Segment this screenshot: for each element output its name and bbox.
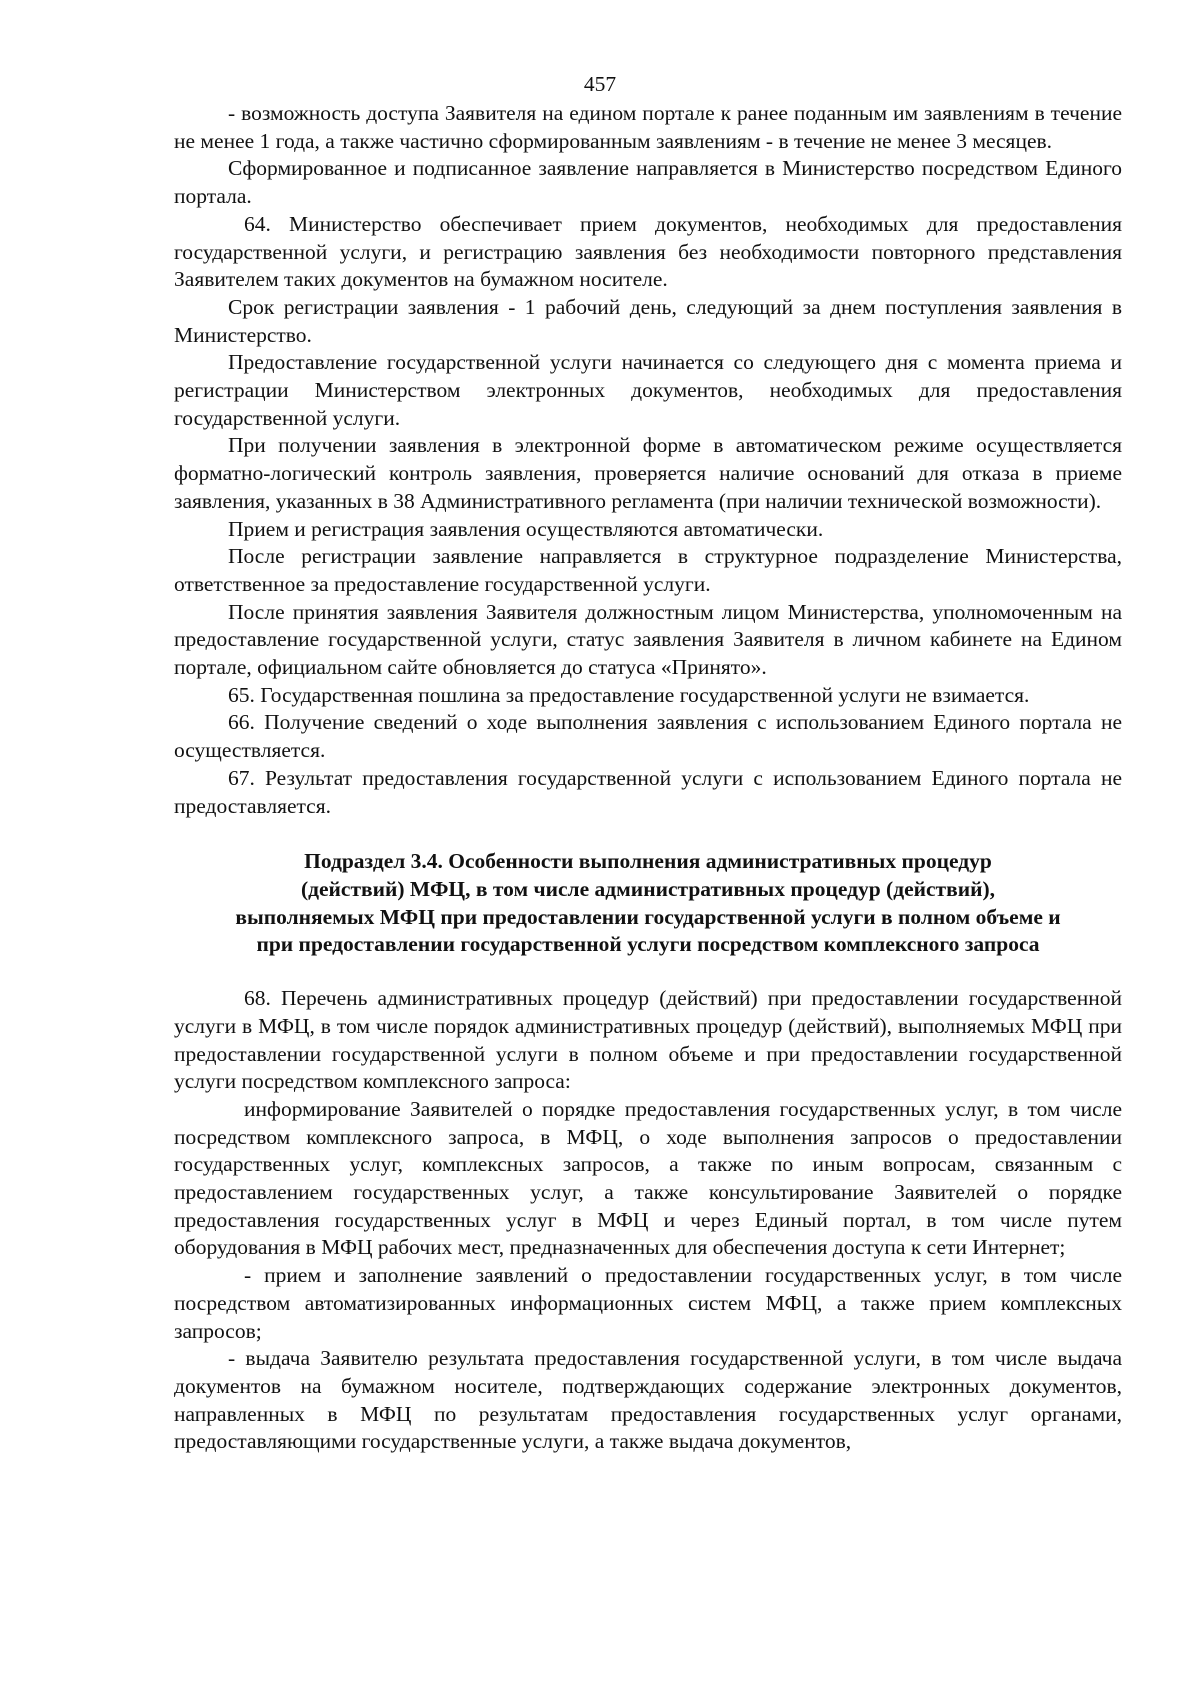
paragraph-format-control: При получении заявления в электронной форме в автоматическом режиме осуществляется форматно-логический контроль заявления, проверяется наличие оснований для отказа в приеме заявления, указанных в 38 Административного регламента (при наличии технической возможности).	[174, 433, 1122, 513]
paragraph-informing: информирование Заявителей о порядке предоставления государственных услуг, в том числе посредством комплексного запроса, в МФЦ, о ходе выполнения запросов о предоставлении государственных услуг, комплексных запросов, а также по иным вопросам, связанным с предоставлением государственных услуг, а также консультирование Заявителей о порядке предоставления государственных услуг в МФЦ и через Единый портал, в том числе путем оборудования в МФЦ рабочих мест, предназначенных для обеспечения доступа к сети Интернет;	[174, 1096, 1122, 1260]
paragraph-auto-registration: Прием и регистрация заявления осуществляются автоматически.	[228, 516, 824, 541]
paragraph-item-66: 66. Получение сведений о ходе выполнения заявления с использованием Единого портала не осуществляется.	[174, 710, 1122, 763]
heading-line: при предоставлении государственной услуги посредством комплексного запроса	[256, 932, 1040, 957]
paragraph-item-64: 64. Министерство обеспечивает прием документов, необходимых для предоставления государственной услуги, и регистрацию заявления без необходимости повторного представления Заявителем таких документов на бумажном носителе.	[174, 211, 1122, 292]
paragraph-portal-access: - возможность доступа Заявителя на едином портале к ранее поданным им заявлениям в течение не менее 1 года, а также частично сформированным заявлениям - в течение не менее 3 месяцев.	[174, 101, 1122, 153]
paragraph-status-accepted: После принятия заявления Заявителя должностным лицом Министерства, уполномоченным на предоставление государственной услуги, статус заявления Заявителя в личном кабинете на Едином портале, официальном сайте обновляется до статуса «Принято».	[174, 599, 1122, 680]
paragraph-signed-application: Сформированное и подписанное заявление направляется в Министерство посредством Единого портала.	[174, 156, 1122, 209]
heading-line: Подраздел 3.4. Особенности выполнения административных процедур	[304, 849, 992, 874]
paragraph-item-68: 68. Перечень административных процедур (действий) при предоставлении государственной услуги в МФЦ, в том числе порядок административных процедур (действий), выполняемых МФЦ при предоставлении государственной услуги в полном объеме и при предоставлении государственной услуги посредством комплексного запроса:	[174, 986, 1122, 1094]
paragraph-registration-term: Срок регистрации заявления - 1 рабочий день, следующий за днем поступления заявления в Министерство.	[174, 294, 1122, 347]
heading-line: выполняемых МФЦ при предоставлении государственной услуги в полном объеме и	[235, 904, 1061, 929]
paragraph-item-67: 67. Результат предоставления государственной услуги с использованием Единого портала не предоставляется.	[174, 765, 1122, 818]
heading-line: (действий) МФЦ, в том числе административных процедур (действий),	[300, 876, 996, 901]
subsection-heading	[174, 848, 1122, 959]
document-body	[174, 100, 1122, 1456]
paragraph-issuance: - выдача Заявителю результата предоставления государственной услуги, в том числе выдача документов на бумажном носителе, подтверждающих содержание электронных документов, направленных в МФЦ по результатам предоставления государственных услуг органами, предоставляющими государственные услуги, а также выдача документов,	[174, 1346, 1122, 1454]
paragraph-reception: - прием и заполнение заявлений о предоставлении государственных услуг, в том числе посредством автоматизированных информационных систем МФЦ, а также прием комплексных запросов;	[174, 1263, 1122, 1343]
paragraph-item-65: 65. Государственная пошлина за предоставление государственной услуги не взимается.	[228, 682, 1030, 707]
paragraph-after-registration: После регистрации заявление направляется в структурное подразделение Министерства, ответственное за предоставление государственной услуги.	[174, 544, 1122, 596]
page-number: 457	[583, 72, 617, 96]
paragraph-service-start: Предоставление государственной услуги начинается со следующего дня с момента приема и регистрации Министерством электронных документов, необходимых для предоставления государственной услуги.	[174, 350, 1122, 430]
